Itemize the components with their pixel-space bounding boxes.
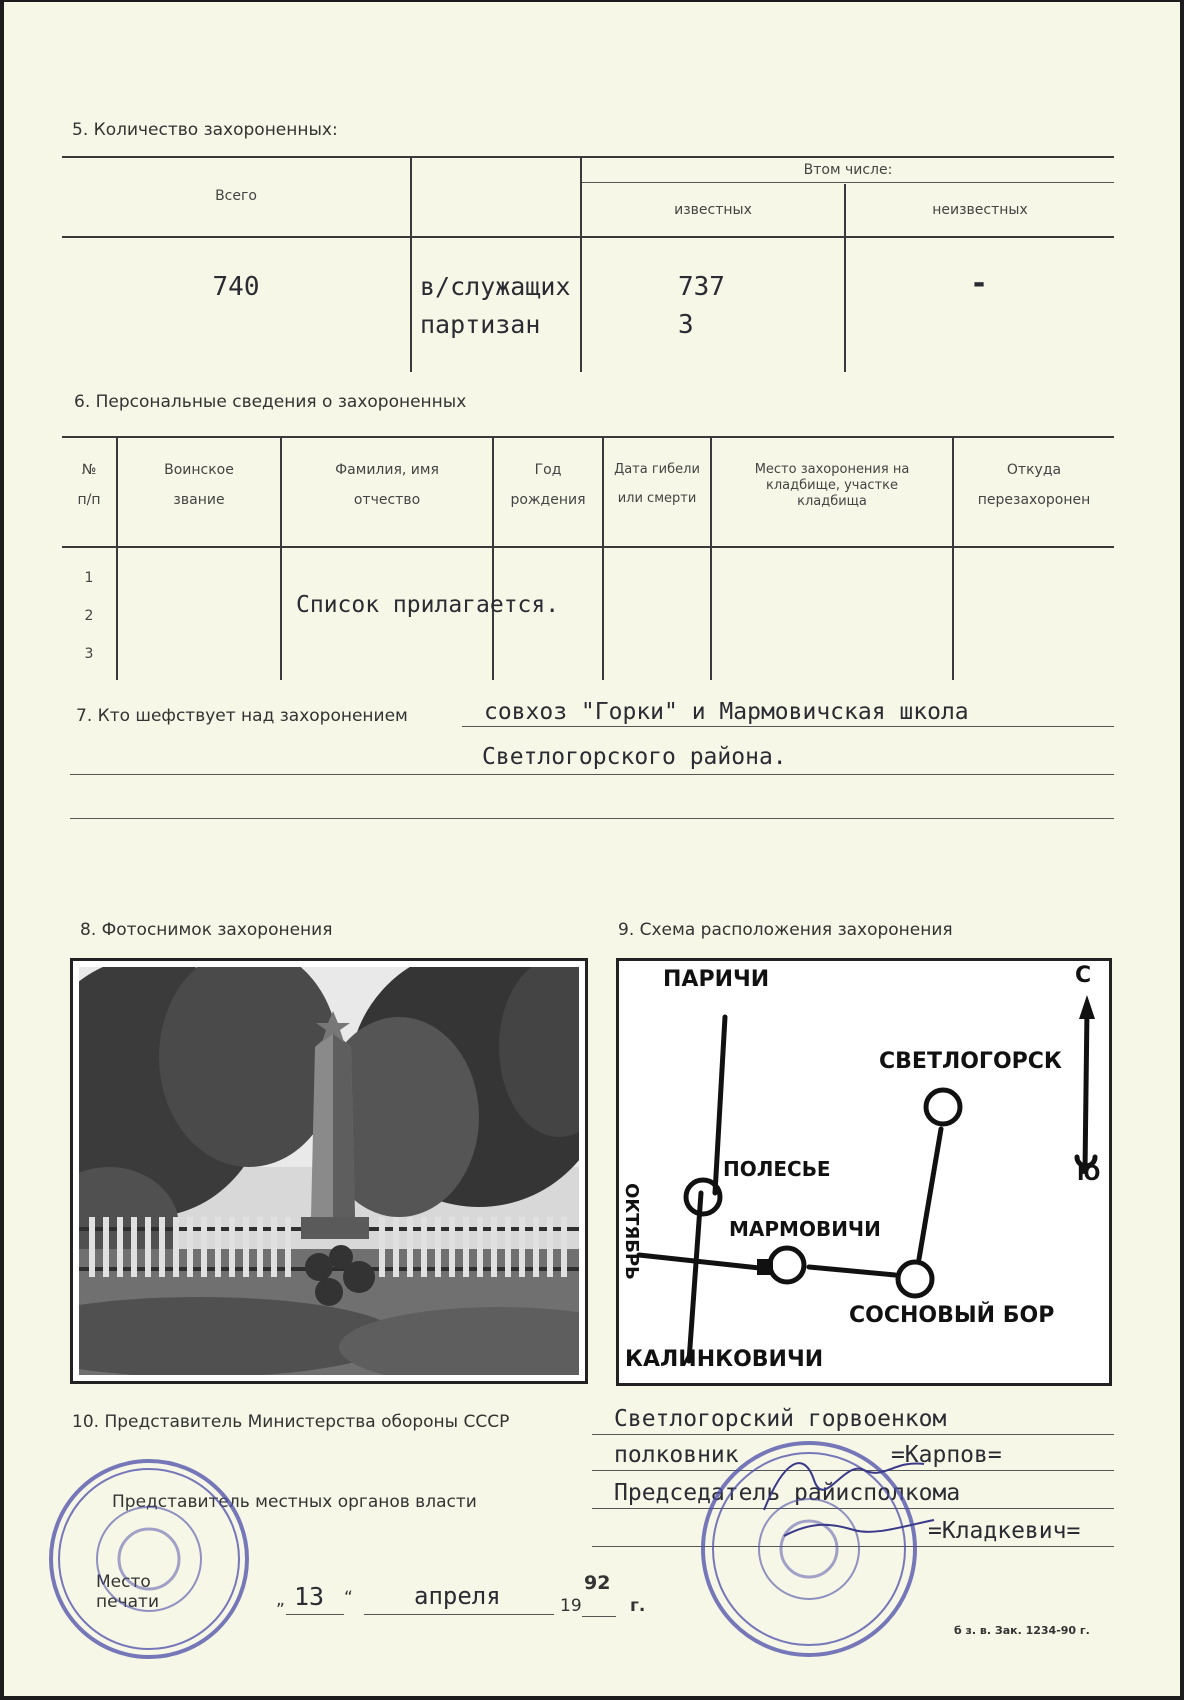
col-including-header: Втом числе: (803, 162, 893, 178)
document-page (4, 2, 1180, 1696)
header-num: № п/п (77, 462, 101, 508)
date-day: 13 (294, 1582, 325, 1611)
category-military: в/служащих (420, 272, 571, 301)
section10-local-label: Представитель местных органов власти (112, 1492, 477, 1512)
mo-representative-line-2: полковник =Карпов= (614, 1442, 1002, 1468)
date-year-prefix: 19 (560, 1596, 582, 1616)
known-partisans-value: 3 (678, 310, 694, 340)
total-value: 740 (212, 272, 260, 302)
map-label-parichi: ПАРИЧИ (663, 967, 770, 992)
table5-vdivider (580, 158, 582, 372)
section6-title: 6. Персональные сведения о захороненных (74, 392, 467, 412)
map-label-sosnovy-bor: СОСНОВЫЙ БОР (849, 1303, 1055, 1328)
date-month: апреля (414, 1582, 501, 1610)
handwritten-signature (744, 1440, 944, 1550)
table6-top-border (62, 436, 1114, 438)
date-day-underline (286, 1614, 344, 1615)
col-unknown-header: неизвестных (932, 202, 1028, 218)
header-place: Место захоронения на кладбище, участке кладбища (754, 462, 910, 509)
patron-line-2: Светлогорского района. (482, 744, 787, 770)
print-info: б з. в. Зак. 1234-90 г. (954, 1624, 1090, 1637)
table5-vdivider (410, 158, 412, 372)
date-quote-close: “ (344, 1588, 353, 1608)
section9-title: 9. Схема расположения захоронения (618, 920, 953, 940)
col-total-header: Всего (215, 188, 257, 204)
north-label: С (1075, 963, 1092, 988)
date-quote-open: „ (276, 1590, 285, 1610)
burial-photo-frame (70, 958, 588, 1384)
col-known-header: известных (674, 202, 752, 218)
section10-mo-label: 10. Представитель Министерства обороны СССР (72, 1412, 510, 1432)
map-label-svetlogorsk: СВЕТЛОГОРСК (879, 1049, 1062, 1074)
south-label: Ю (1077, 1161, 1101, 1185)
map-label-kalinkovichi: КАЛИНКОВИЧИ (625, 1347, 824, 1372)
date-month-underline (364, 1614, 554, 1615)
burial-marker (757, 1259, 773, 1275)
table6-header-bottom (62, 546, 1114, 548)
patron-underline (462, 726, 1114, 727)
row-number: 1 (84, 570, 94, 586)
section8-title: 8. Фотоснимок захоронения (80, 920, 333, 940)
round-seal-left (44, 1454, 254, 1664)
patron-underline (70, 818, 1114, 819)
map-label-oktyabr: ОКТЯБРЬ (620, 1183, 642, 1280)
patron-line-1: совхоз "Горки" и Мармовичская школа (484, 699, 969, 725)
map-label-polesye: ПОЛЕСЬЕ (723, 1157, 831, 1181)
mo-representative-line-1: Светлогорский горвоенком (614, 1406, 947, 1432)
section7-title: 7. Кто шефствует над захоронением (76, 706, 408, 726)
category-partisans: партизан (420, 310, 541, 339)
location-scheme (616, 958, 1112, 1386)
header-from: Откуда перезахоронен (977, 462, 1091, 508)
row-number: 3 (84, 646, 94, 662)
local-representative-line-2: =Кладкевич= (928, 1518, 1081, 1544)
row-number: 2 (84, 608, 94, 624)
header-birth: Год рождения (510, 462, 586, 508)
burial-photo (79, 967, 579, 1375)
seal-place-label: Место печати (96, 1572, 159, 1612)
date-year-suffix: 92 (584, 1572, 611, 1594)
map-label-marmovichi: МАРМОВИЧИ (729, 1217, 881, 1241)
date-year-underline (582, 1616, 616, 1617)
header-death: Дата гибели или смерти (614, 462, 700, 506)
list-attached-note: Список прилагается. (296, 592, 560, 618)
date-g: г. (630, 1596, 646, 1616)
local-representative-line-1: Председатель райисполкома (614, 1480, 961, 1506)
section5-title: 5. Количество захороненных: (72, 120, 338, 140)
unknown-value: - (970, 266, 989, 301)
known-military-value: 737 (678, 272, 725, 302)
table5-sub-border (580, 182, 1114, 183)
patron-underline (70, 774, 1114, 775)
header-name: Фамилия, имя отчество (335, 462, 439, 508)
table5-top-border (62, 156, 1114, 158)
table5-header-bottom (62, 236, 1114, 238)
header-rank: Воинское звание (164, 462, 234, 508)
